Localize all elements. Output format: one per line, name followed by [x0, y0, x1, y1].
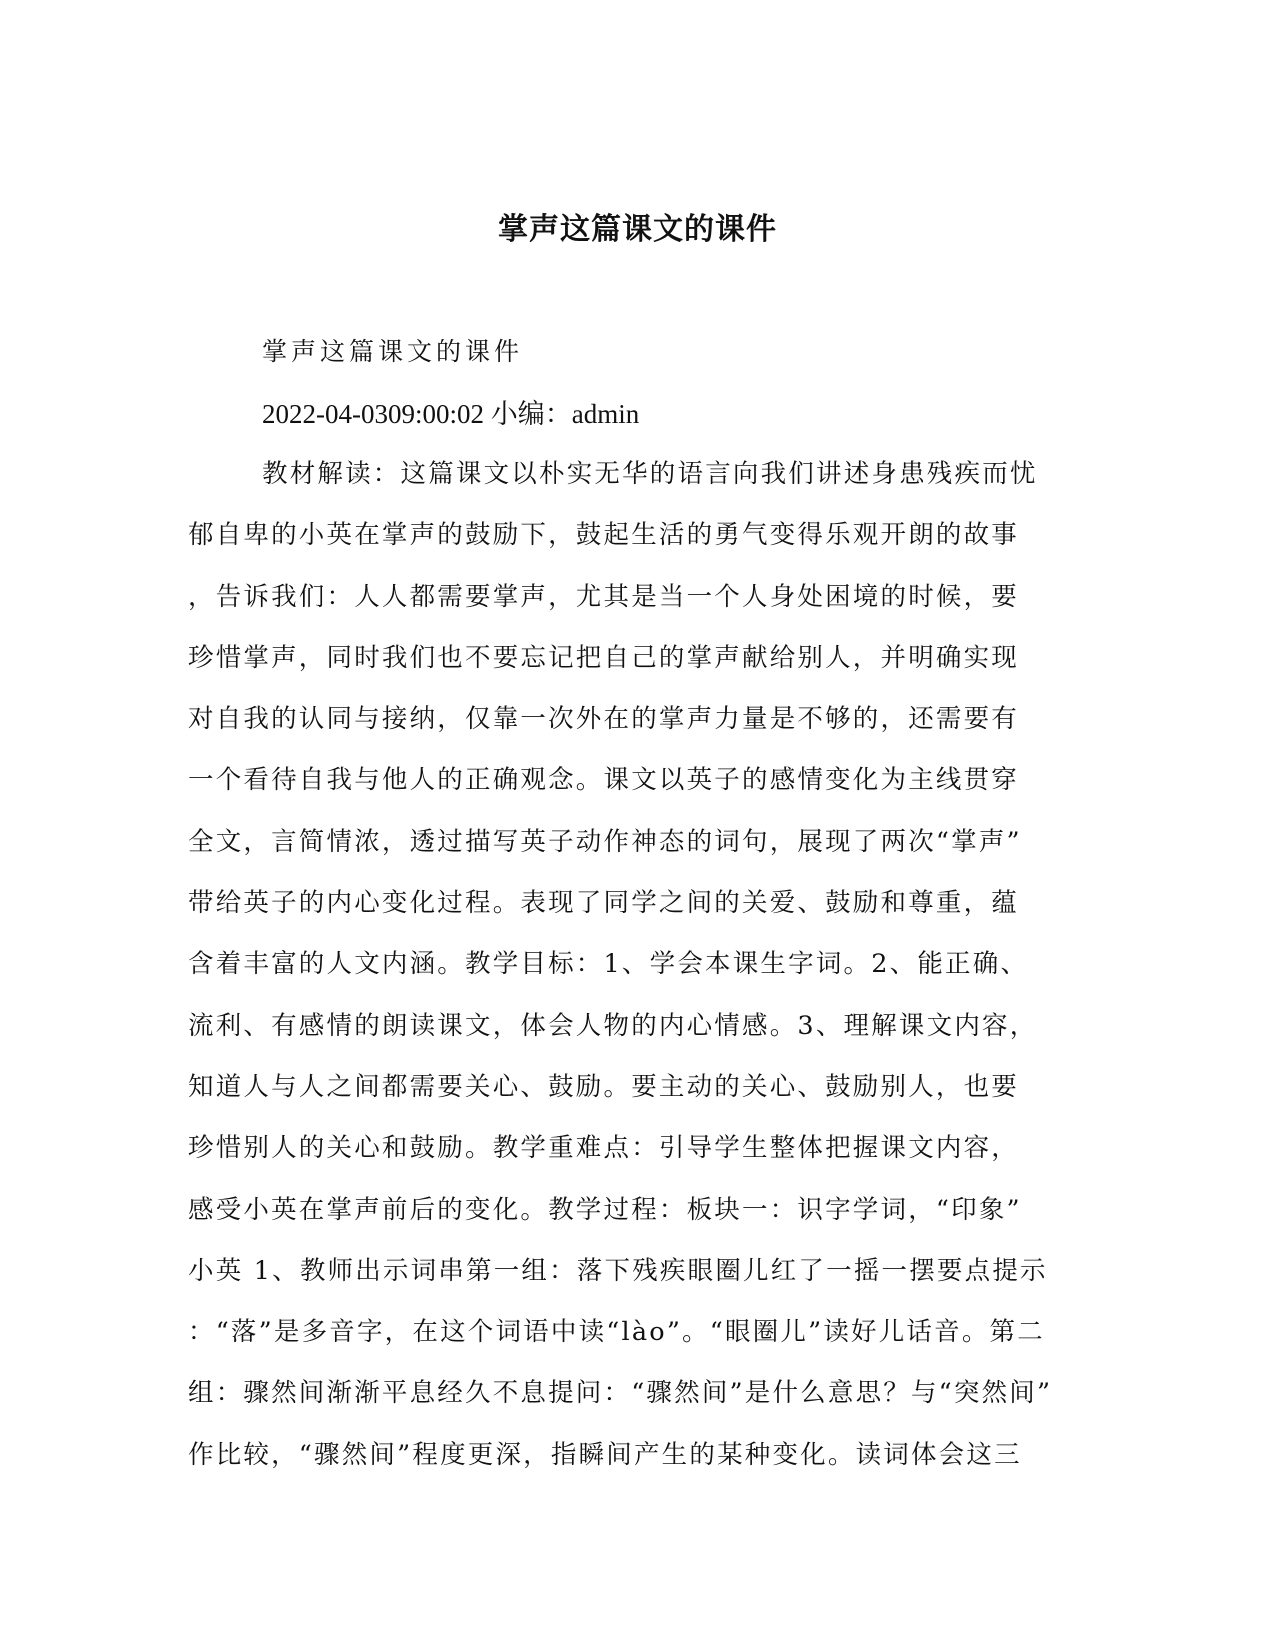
body-line: 一个看待自我与他人的正确观念。课文以英子的感情变化为主线贯穿 — [188, 765, 1020, 796]
document-subtitle: 掌声这篇课文的课件 — [262, 337, 524, 366]
body-line: 对自我的认同与接纳，仅靠一次外在的掌声力量是不够的，还需要有 — [188, 704, 1020, 735]
body-line: 组：骤然间渐渐平息经久不息提问：“骤然间”是什么意思？与“突然间” — [188, 1378, 1053, 1409]
body-text — [188, 454, 1088, 1496]
body-line: 珍惜掌声，同时我们也不要忘记把自己的掌声献给别人，并明确实现 — [188, 642, 1020, 673]
body-line: ：“落”是多音字，在这个词语中读“lào”。“眼圈儿”读好儿话音。第二 — [188, 1317, 1045, 1348]
body-line: 流利、有感情的朗读课文，体会人物的内心情感。3、理解课文内容， — [188, 1010, 1038, 1041]
body-line: 小英 1、教师出示词串第一组：落下残疾眼圈儿红了一摇一摆要点提示 — [188, 1255, 1048, 1286]
body-line: 郁自卑的小英在掌声的鼓励下，鼓起生活的勇气变得乐观开朗的故事 — [188, 520, 1020, 551]
body-line: ，告诉我们：人人都需要掌声，尤其是当一个人身处困境的时候，要 — [188, 581, 1020, 612]
body-line: 教材解读：这篇课文以朴实无华的语言向我们讲述身患残疾而忧 — [262, 459, 1038, 489]
body-line: 含着丰富的人文内涵。教学目标：1、学会本课生字词。2、能正确、 — [188, 949, 1029, 980]
document-title: 掌声这篇课文的课件 — [498, 212, 777, 247]
body-line: 作比较，“骤然间”程度更深，指瞬间产生的某种变化。读词体会这三 — [188, 1439, 1022, 1470]
body-line: 知道人与人之间都需要关心、鼓励。要主动的关心、鼓励别人，也要 — [188, 1071, 1020, 1102]
body-line: 感受小英在掌声前后的变化。教学过程：板块一：识字学词，“印象” — [188, 1194, 1022, 1225]
body-line: 珍惜别人的关心和鼓励。教学重难点：引导学生整体把握课文内容， — [188, 1133, 1020, 1164]
body-line: 全文，言简情浓，透过描写英子动作神态的词句，展现了两次“掌声” — [188, 826, 1022, 857]
publish-meta: 2022-04-0309:00:02 小编：admin — [262, 399, 640, 429]
body-line: 带给英子的内心变化过程。表现了同学之间的关爱、鼓励和尊重，蕴 — [188, 888, 1020, 919]
